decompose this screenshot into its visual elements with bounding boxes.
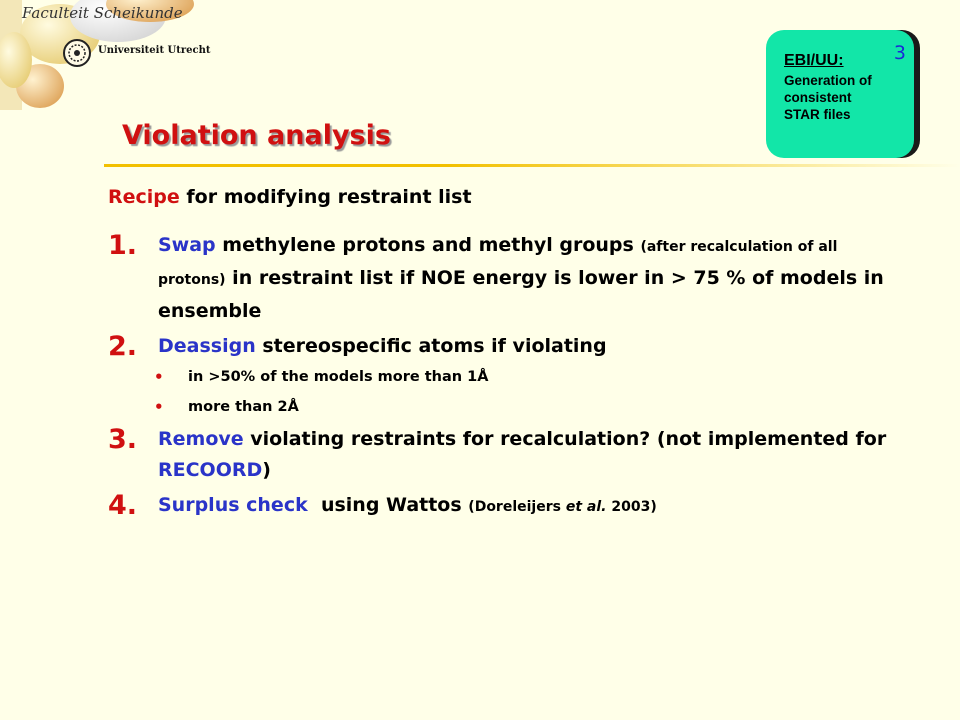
university-seal-icon [62,38,92,68]
sub-item-text: in >50% of the models more than 1Å [188,369,489,385]
item-number: 4. [108,490,138,521]
list-item [108,331,908,362]
project-badge [766,30,914,158]
list-item [108,490,908,523]
badge-title: EBI/UU: [784,52,844,69]
reference-year: 2003) [606,499,657,515]
item-keyword: Swap [158,234,216,256]
bullet-icon: • [154,398,164,416]
recipe-text: for modifying restraint list [179,186,472,208]
item-keyword: Deassign [158,335,256,357]
university-name: Universiteit Utrecht [98,45,211,56]
sub-item-text: more than 2Å [188,399,299,415]
badge-number: 3 [893,42,906,64]
item-keyword: Remove [158,428,244,450]
item-text: violating restraints for recalculation? (not implemented for [243,428,887,450]
item-text: methylene protons and methyl groups [215,234,641,256]
sub-item [108,362,908,392]
item-text: using Wattos [307,494,469,516]
faculty-name: Faculteit Scheikunde [22,4,183,22]
slide-content [108,186,908,523]
list-item [108,230,908,327]
bullet-icon: • [154,368,164,386]
item-number: 2. [108,331,138,362]
recipe-heading [108,186,908,208]
item-text: stereospecific atoms if violating [255,335,607,357]
badge-description: Generation of consistent STAR files [784,73,872,122]
faculty-logo [0,0,240,110]
reference-author: (Doreleijers [468,499,566,515]
item-note: (after recalculation of all protons) [158,239,838,288]
title-underline [104,164,960,167]
item-text: in restraint list if NOE energy is lower in > 75 % of models in ensemble [158,267,884,322]
item-reference [468,499,656,515]
recipe-keyword: Recipe [108,186,180,208]
item-text: ) [262,459,271,481]
item-keyword: Surplus check [158,494,308,516]
item-number: 3. [108,424,138,455]
reference-etal: et al. [565,499,607,515]
slide-title: Violation analysis [122,120,391,151]
program-name: RECOORD [158,459,263,481]
item-number: 1. [108,230,138,261]
sub-item [108,392,908,422]
list-item [108,424,908,486]
